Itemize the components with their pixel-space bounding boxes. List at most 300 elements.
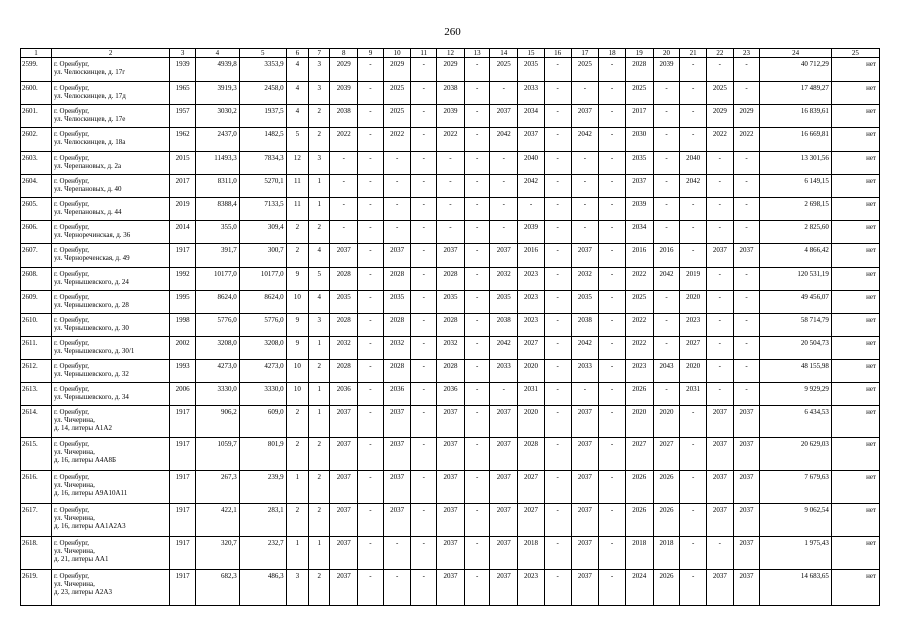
value-cell: - [464,175,490,198]
value-cell: - [490,82,518,105]
value-cell: 1 [309,175,330,198]
value-cell: 2032 [490,268,518,291]
value-cell: 2025 [383,105,411,128]
value-cell: 2020 [680,291,707,314]
value-cell: - [599,221,626,244]
value-cell: - [437,175,465,198]
value-cell: - [544,152,571,175]
value-cell: - [383,152,411,175]
area-cell: 309,4 [239,221,286,244]
value-cell: - [653,82,680,105]
value-cell: 2028 [437,268,465,291]
row-number-cell: 2599. [21,58,52,82]
value-cell: - [464,291,490,314]
value-cell: - [411,58,437,82]
address-line: ул. Чернышевского, д. 24 [53,278,129,286]
note-cell: нет [831,82,879,105]
value-cell: - [571,198,599,221]
value-cell: - [544,406,571,438]
value-cell: 2033 [571,360,599,383]
value-cell: - [653,383,680,406]
value-cell: 2037 [733,504,760,537]
value-cell: - [464,337,490,360]
value-cell: - [411,360,437,383]
value-cell: - [653,175,680,198]
table-row [21,152,880,175]
value-cell: 1917 [170,504,196,537]
value-cell: - [571,152,599,175]
address-line: д. 14, литеры А1А2 [53,424,112,432]
value-cell: - [464,537,490,570]
table-row [21,406,880,438]
value-cell: - [707,383,734,406]
area-cell: 11493,3 [195,152,239,175]
value-cell: 1939 [170,58,196,82]
table-row [21,221,880,244]
value-cell: 2025 [625,82,653,105]
value-cell: - [599,337,626,360]
row-number-cell: 2604. [21,175,52,198]
value-cell: 2037 [330,570,358,606]
value-cell: - [464,314,490,337]
address-cell [51,504,169,537]
value-cell: 1962 [170,128,196,152]
value-cell: - [490,383,518,406]
value-cell: - [383,221,411,244]
area-cell: 355,0 [195,221,239,244]
area-cell: 283,1 [239,504,286,537]
value-cell: - [653,337,680,360]
cost-cell: 1 975,43 [760,537,831,570]
value-cell: - [707,360,734,383]
value-cell: 2 [309,128,330,152]
value-cell: 9 [286,337,308,360]
address-line: г. Оренбург, [53,572,90,580]
value-cell: 2024 [625,570,653,606]
address-line: ул. Чернышевского, д. 34 [53,393,129,401]
value-cell: 2042 [571,337,599,360]
value-cell: - [544,128,571,152]
value-cell: 2042 [490,337,518,360]
value-cell: 9 [286,314,308,337]
value-cell: 2042 [490,128,518,152]
address-line: г. Оренбург, [53,440,90,448]
value-cell: 11 [286,175,308,198]
value-cell: 1 [309,406,330,438]
address-cell [51,406,169,438]
column-header-7: 7 [309,49,330,58]
value-cell: 2039 [625,198,653,221]
value-cell: - [411,244,437,268]
area-cell: 320,7 [195,537,239,570]
value-cell: - [411,337,437,360]
value-cell: 2037 [571,504,599,537]
value-cell: - [680,438,707,471]
address-line: ул. Черепановых, д. 40 [53,185,122,193]
value-cell: - [464,570,490,606]
value-cell: - [358,471,384,504]
value-cell: 2037 [571,105,599,128]
value-cell: - [411,152,437,175]
value-cell: 2037 [490,471,518,504]
column-header-10: 10 [383,49,411,58]
value-cell: - [464,360,490,383]
value-cell: 2026 [653,504,680,537]
value-cell: - [464,152,490,175]
value-cell: 2027 [680,337,707,360]
value-cell: 2032 [330,337,358,360]
cost-cell: 40 712,29 [760,58,831,82]
value-cell: - [680,105,707,128]
row-number-cell: 2606. [21,221,52,244]
cost-cell: 17 489,27 [760,82,831,105]
note-cell: нет [831,504,879,537]
address-line: ул. Чернышевского, д. 28 [53,301,129,309]
value-cell: - [383,175,411,198]
note-cell: нет [831,570,879,606]
value-cell: 2027 [625,438,653,471]
value-cell: 2019 [680,268,707,291]
address-line: г. Оренбург, [53,385,90,393]
area-cell: 4939,8 [195,58,239,82]
value-cell: 2037 [330,438,358,471]
note-cell: нет [831,152,879,175]
value-cell: 1917 [170,438,196,471]
value-cell: - [680,198,707,221]
value-cell: 2035 [437,291,465,314]
address-line: г. Оренбург, [53,246,90,254]
value-cell: 2028 [625,58,653,82]
value-cell: 2030 [625,128,653,152]
value-cell: - [599,175,626,198]
value-cell: 1917 [170,244,196,268]
value-cell: 2023 [680,314,707,337]
value-cell: - [411,570,437,606]
area-cell: 7133,5 [239,198,286,221]
value-cell: - [544,58,571,82]
value-cell: - [599,105,626,128]
value-cell: 2037 [733,438,760,471]
note-cell: нет [831,175,879,198]
address-cell [51,383,169,406]
value-cell: 2 [309,570,330,606]
value-cell: - [599,128,626,152]
value-cell: 2 [309,504,330,537]
value-cell: 2 [286,244,308,268]
value-cell: 2037 [490,504,518,537]
value-cell: 2023 [518,268,545,291]
address-line: ул. Черноречинская, д. 36 [53,231,131,239]
row-number-cell: 2601. [21,105,52,128]
table-row [21,383,880,406]
value-cell: 2 [286,504,308,537]
value-cell: - [411,504,437,537]
column-header-15: 15 [518,49,545,58]
value-cell: 2031 [680,383,707,406]
value-cell: 2019 [170,198,196,221]
value-cell: 2037 [490,406,518,438]
column-header-2: 2 [51,49,169,58]
address-line: д. 16, литеры АА1А2А3 [53,522,126,530]
value-cell: - [707,337,734,360]
value-cell: 4 [286,105,308,128]
value-cell: 2027 [518,471,545,504]
value-cell: 2028 [437,360,465,383]
value-cell: - [680,471,707,504]
value-cell: 2025 [571,58,599,82]
value-cell: 2037 [330,244,358,268]
column-header-22: 22 [707,49,734,58]
address-line: ул. Челюскинцев, д. 17г [53,68,126,76]
address-line: г. Оренбург, [53,473,90,481]
value-cell: - [490,221,518,244]
address-cell [51,128,169,152]
value-cell: 2026 [653,471,680,504]
value-cell: - [518,198,545,221]
value-cell: 2039 [653,58,680,82]
value-cell: 2029 [437,58,465,82]
cost-cell: 120 531,19 [760,268,831,291]
value-cell: - [411,198,437,221]
value-cell: - [733,152,760,175]
value-cell: - [411,221,437,244]
value-cell: 2017 [170,175,196,198]
address-line: г. Оренбург, [53,177,90,185]
value-cell: 2023 [518,291,545,314]
value-cell: 2038 [437,82,465,105]
row-number-cell: 2613. [21,383,52,406]
value-cell: 2023 [625,360,653,383]
value-cell: 2018 [653,537,680,570]
address-line: г. Оренбург, [53,223,90,231]
value-cell: 2042 [653,268,680,291]
cost-cell: 14 683,65 [760,570,831,606]
value-cell: 2039 [330,82,358,105]
value-cell: 2036 [437,383,465,406]
value-cell: - [358,537,384,570]
value-cell: 2 [309,360,330,383]
column-number-header-row [21,49,880,58]
value-cell: 10 [286,383,308,406]
row-number-cell: 2611. [21,337,52,360]
value-cell: 2 [309,438,330,471]
value-cell: - [544,537,571,570]
note-cell: нет [831,337,879,360]
value-cell: - [464,58,490,82]
value-cell: 2022 [625,337,653,360]
area-cell: 239,9 [239,471,286,504]
value-cell: - [358,128,384,152]
value-cell: 2037 [733,406,760,438]
table-row [21,291,880,314]
value-cell: 2032 [571,268,599,291]
value-cell: 2 [309,471,330,504]
value-cell: 2037 [571,244,599,268]
cost-cell: 49 456,07 [760,291,831,314]
table-row [21,360,880,383]
area-cell: 3208,0 [195,337,239,360]
cost-cell: 2 698,15 [760,198,831,221]
address-line: г. Оренбург, [53,154,90,162]
cost-cell: 9 062,54 [760,504,831,537]
area-cell: 1937,5 [239,105,286,128]
column-header-12: 12 [437,49,465,58]
cost-cell: 16 669,81 [760,128,831,152]
value-cell: - [437,221,465,244]
value-cell: 2039 [518,221,545,244]
value-cell: 1917 [170,471,196,504]
address-cell [51,360,169,383]
value-cell: - [330,175,358,198]
value-cell: 2016 [518,244,545,268]
value-cell: 2025 [490,58,518,82]
value-cell: 2022 [625,314,653,337]
address-cell [51,471,169,504]
value-cell: - [358,314,384,337]
value-cell: - [358,438,384,471]
value-cell: - [411,105,437,128]
cost-cell: 9 929,29 [760,383,831,406]
value-cell: 2015 [170,152,196,175]
value-cell: - [464,383,490,406]
column-header-9: 9 [358,49,384,58]
note-cell: нет [831,198,879,221]
value-cell: 1995 [170,291,196,314]
address-line: г. Оренбург, [53,60,90,68]
value-cell: 2037 [733,471,760,504]
value-cell: 2026 [625,504,653,537]
value-cell: - [358,152,384,175]
value-cell: 3 [309,152,330,175]
table-row [21,268,880,291]
table-row [21,82,880,105]
value-cell: - [599,471,626,504]
row-number-cell: 2610. [21,314,52,337]
value-cell: 2027 [518,337,545,360]
value-cell: 2 [286,406,308,438]
cost-cell: 4 866,42 [760,244,831,268]
value-cell: - [544,175,571,198]
area-cell: 2437,0 [195,128,239,152]
value-cell: 2032 [437,337,465,360]
value-cell: - [599,383,626,406]
value-cell: - [490,152,518,175]
table-row [21,175,880,198]
value-cell: - [358,268,384,291]
address-line: ул. Чернореченская, д. 49 [53,254,130,262]
note-cell: нет [831,471,879,504]
value-cell: 2039 [437,105,465,128]
area-cell: 3030,2 [195,105,239,128]
value-cell: 2025 [707,82,734,105]
value-cell: 2028 [330,268,358,291]
row-number-cell: 2618. [21,537,52,570]
value-cell: - [544,105,571,128]
value-cell: - [571,383,599,406]
value-cell: - [571,82,599,105]
address-cell [51,244,169,268]
value-cell: - [599,406,626,438]
column-header-17: 17 [571,49,599,58]
value-cell: 1965 [170,82,196,105]
area-cell: 422,1 [195,504,239,537]
value-cell: 2037 [707,406,734,438]
cost-cell: 58 714,79 [760,314,831,337]
value-cell: - [653,221,680,244]
value-cell: 2026 [625,471,653,504]
value-cell: 3 [309,58,330,82]
value-cell: - [544,314,571,337]
value-cell: - [464,504,490,537]
value-cell: 2 [286,221,308,244]
address-cell [51,175,169,198]
value-cell: - [707,175,734,198]
note-cell: нет [831,244,879,268]
value-cell: 2035 [330,291,358,314]
area-cell: 3330,0 [195,383,239,406]
value-cell: - [599,537,626,570]
value-cell: - [437,198,465,221]
value-cell: - [358,383,384,406]
value-cell: - [599,438,626,471]
value-cell: - [680,128,707,152]
cost-cell: 20 629,03 [760,438,831,471]
value-cell: - [464,105,490,128]
value-cell: - [330,152,358,175]
address-line: ул. Черепановых, д. 44 [53,208,122,216]
table-row [21,128,880,152]
value-cell: - [383,198,411,221]
row-number-cell: 2607. [21,244,52,268]
value-cell: 9 [286,268,308,291]
value-cell: - [599,82,626,105]
area-cell: 5776,0 [239,314,286,337]
value-cell: 2028 [437,314,465,337]
note-cell: нет [831,438,879,471]
cost-cell: 6 434,53 [760,406,831,438]
value-cell: - [330,198,358,221]
address-line: ул. Чичерина, [53,448,95,456]
address-line: г. Оренбург, [53,506,90,514]
value-cell: 2037 [490,570,518,606]
address-line: ул. Чернышевского, д. 30 [53,324,129,332]
value-cell: - [680,504,707,537]
area-cell: 2458,0 [239,82,286,105]
area-cell: 232,7 [239,537,286,570]
value-cell: 2037 [383,504,411,537]
column-header-6: 6 [286,49,308,58]
value-cell: - [464,221,490,244]
address-line: ул. Чичерина, [53,547,95,555]
value-cell: 10 [286,360,308,383]
value-cell: 2035 [518,58,545,82]
value-cell: 5 [286,128,308,152]
row-number-cell: 2602. [21,128,52,152]
value-cell: - [544,438,571,471]
area-cell: 8388,4 [195,198,239,221]
value-cell: - [464,198,490,221]
area-cell: 391,7 [195,244,239,268]
value-cell: - [733,314,760,337]
value-cell: 2042 [518,175,545,198]
value-cell: 1 [286,537,308,570]
column-header-13: 13 [464,49,490,58]
value-cell: 2037 [490,537,518,570]
value-cell: 2029 [330,58,358,82]
value-cell: - [571,221,599,244]
value-cell: 1 [309,537,330,570]
value-cell: 2037 [707,244,734,268]
